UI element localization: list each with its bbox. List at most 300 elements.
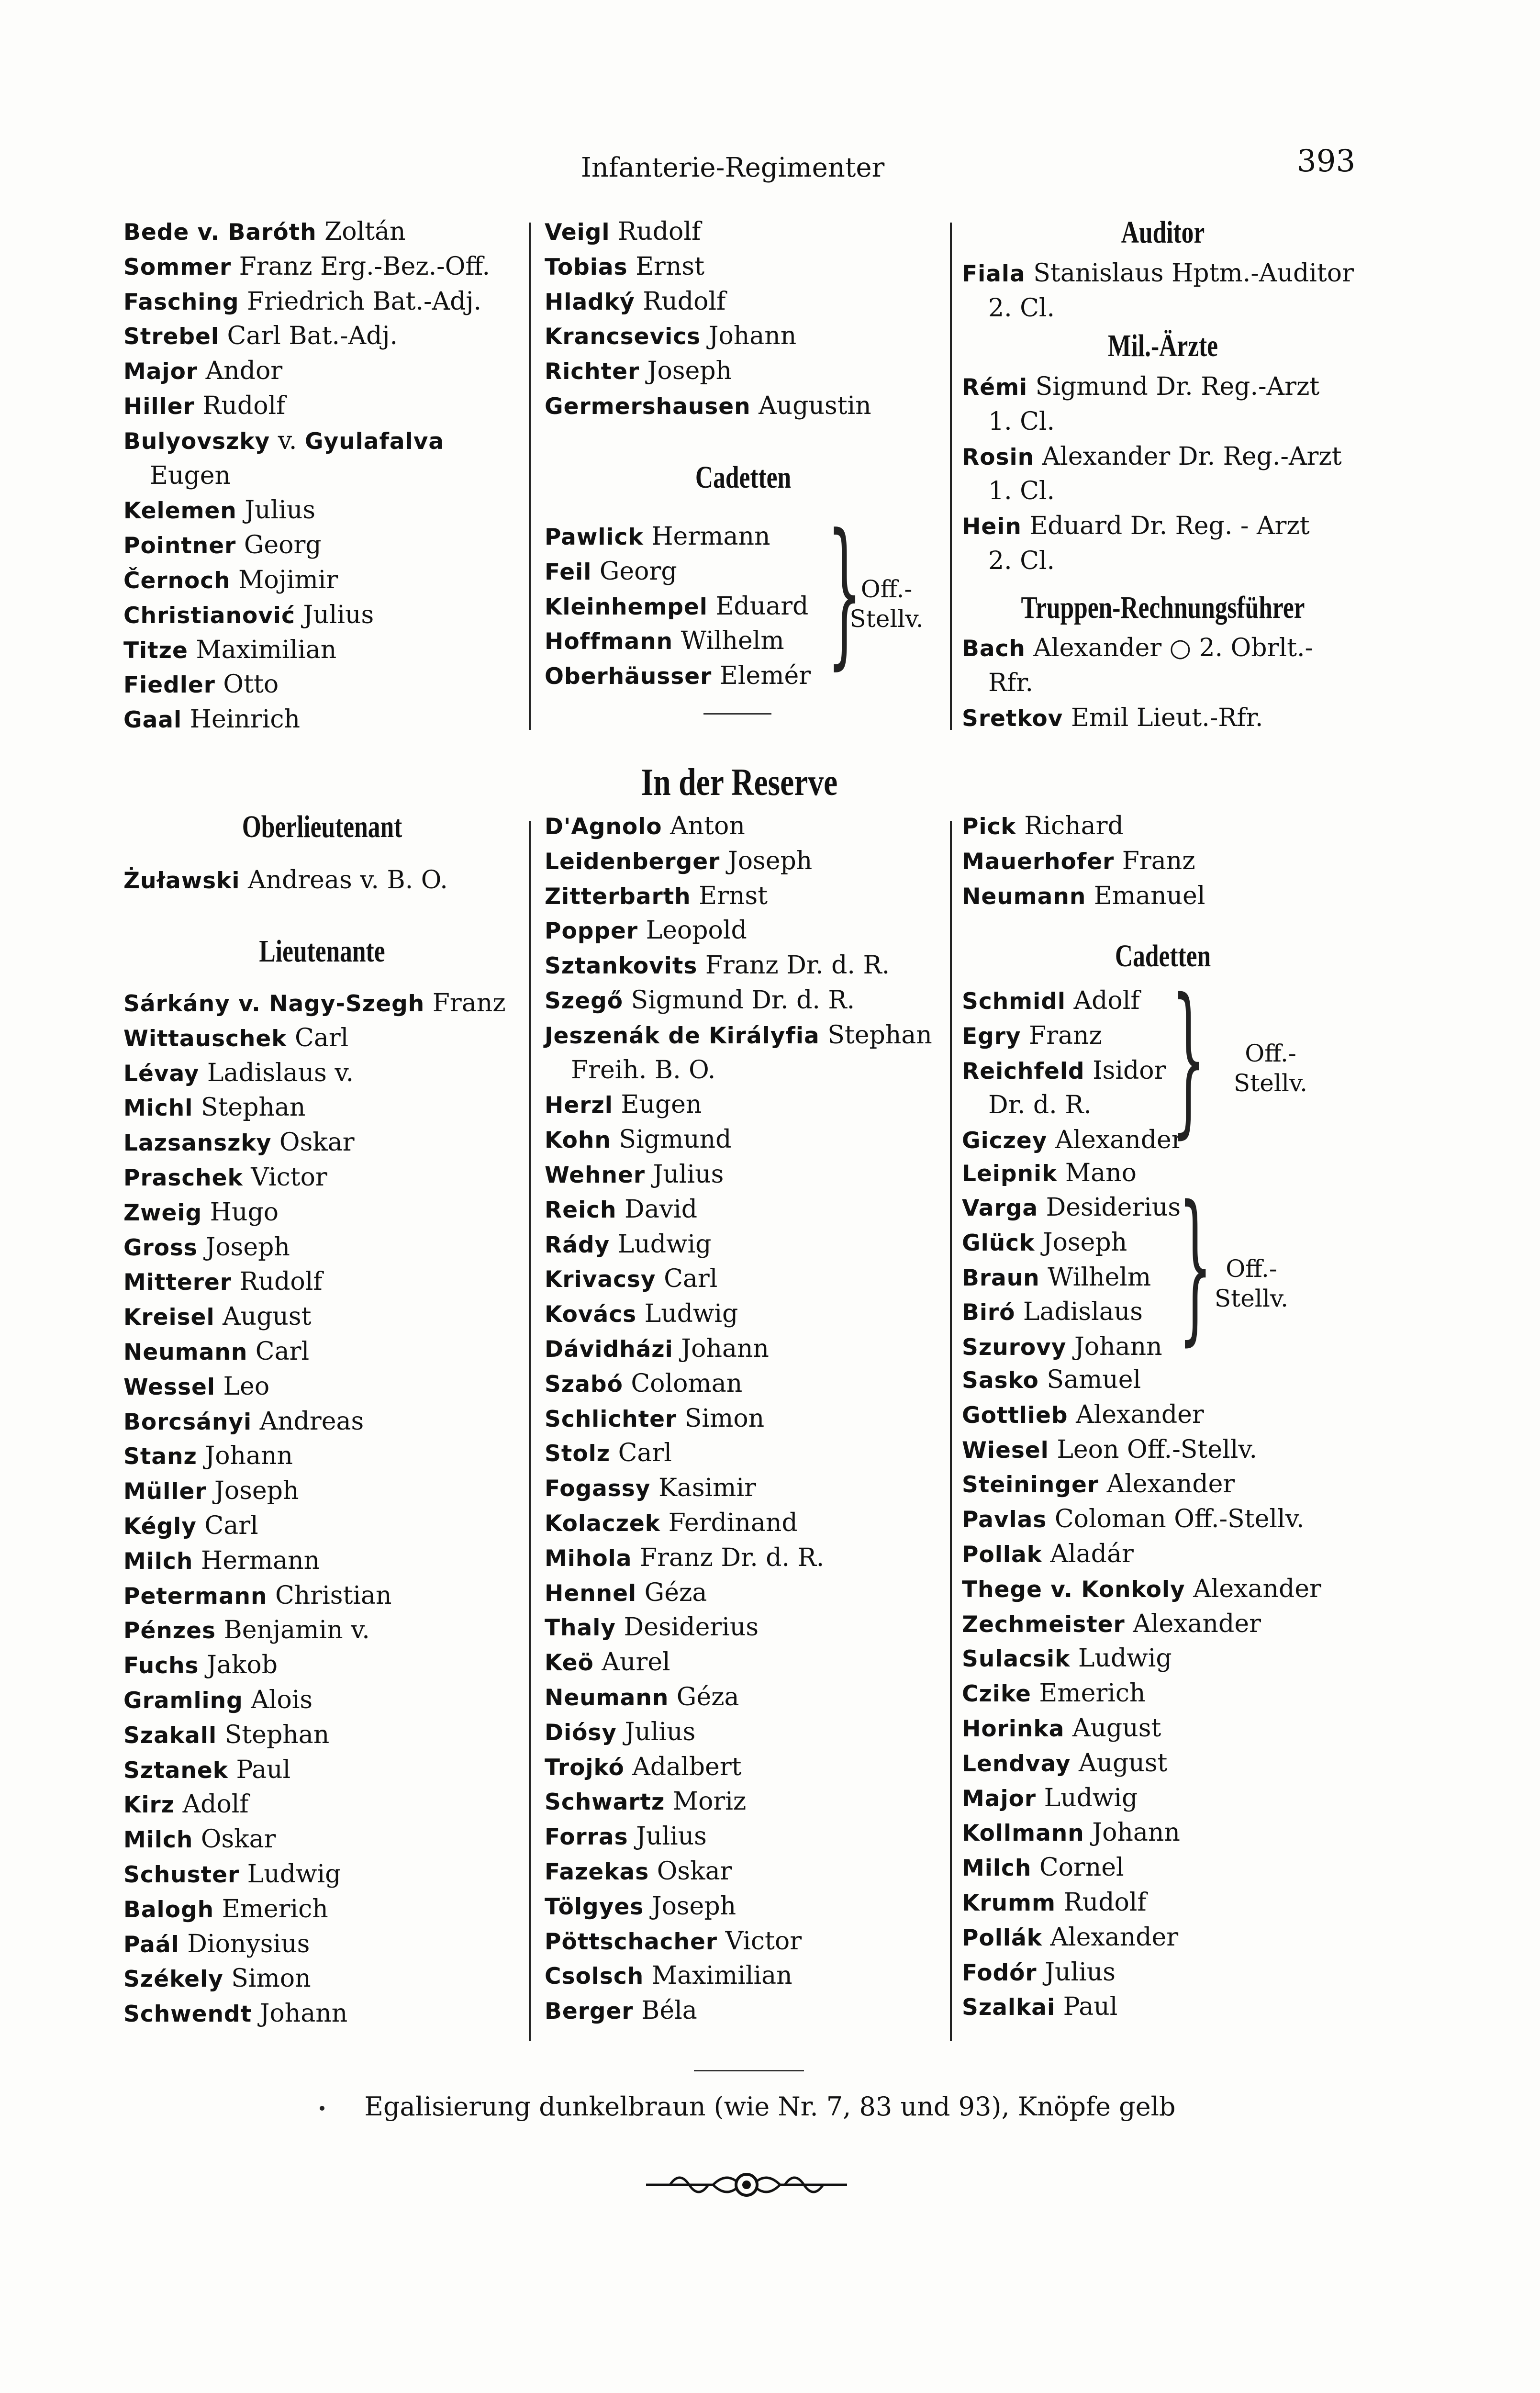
surname: Milch: [123, 1827, 193, 1854]
entry-detail: August: [1064, 1714, 1161, 1743]
entry-detail: Julius: [236, 496, 316, 525]
entry-detail: Johann: [701, 322, 797, 351]
list-item: [962, 1955, 1116, 1990]
oberlieutenant-heading: Oberlieutenant: [242, 809, 402, 844]
surname: Kleinhempel: [545, 593, 708, 620]
entry-detail: Eugen: [613, 1090, 702, 1119]
entry-detail: Hermann: [193, 1546, 320, 1575]
list-item: [545, 284, 725, 319]
surname: Pawlick: [545, 524, 644, 550]
surname: Krivacsy: [545, 1266, 656, 1293]
entry-detail: Alexander: [1068, 1400, 1204, 1429]
list-item: [123, 633, 336, 667]
surname: Sárkány v. Nagy-Szegh: [123, 991, 425, 1017]
entry-detail: Joseph: [1035, 1228, 1127, 1257]
entry-detail: Johann: [1066, 1332, 1162, 1362]
surname: Tölgyes: [545, 1893, 644, 1920]
list-item: [123, 598, 374, 632]
brace-label: [1223, 1039, 1318, 1098]
bottom-rule: [694, 2070, 804, 2071]
entry-detail: Rudolf: [1056, 1888, 1147, 1917]
list-item: [123, 1125, 355, 1160]
surname: Kégly: [123, 1513, 197, 1540]
entry-detail: Rudolf: [231, 1267, 323, 1297]
list-item: [123, 1613, 370, 1647]
surname: Gross: [123, 1234, 198, 1261]
surname: Hennel: [545, 1580, 637, 1607]
surname: Paál: [123, 1931, 179, 1958]
entry-detail: Victor: [243, 1163, 327, 1192]
surname: Krumm: [962, 1890, 1056, 1916]
list-item: [545, 1331, 769, 1366]
list-item: [123, 1996, 347, 2031]
entry-detail: Mano: [1057, 1159, 1137, 1187]
surname: Mitterer: [123, 1269, 232, 1296]
list-item: [571, 1053, 715, 1087]
list-item: [962, 631, 1313, 665]
entry-detail: Carl Bat.-Adj.: [219, 322, 398, 351]
list-item: [545, 809, 745, 843]
list-item: [123, 1961, 311, 1996]
list-item: [988, 666, 1033, 700]
list-item: [545, 879, 768, 913]
list-item: [123, 1927, 310, 1961]
surname: Krancsevics: [545, 324, 701, 350]
entry-detail: Ludwig: [636, 1299, 738, 1329]
surname: Popper: [545, 918, 638, 945]
list-item: [123, 1718, 329, 1752]
list-item: [123, 1857, 341, 1891]
entry-detail: Julius: [1037, 1957, 1116, 1987]
entry-detail: Franz Dr. d. R.: [632, 1543, 825, 1572]
surname: Egry: [962, 1023, 1021, 1050]
brace-label-line: Stellv.: [1214, 1285, 1289, 1312]
list-item: [545, 1262, 717, 1296]
list-item: [123, 424, 444, 458]
list-item: [962, 879, 1205, 913]
entry-detail: Emil Lieut.-Rfr.: [1063, 703, 1263, 732]
entry-detail: Mojimir: [230, 566, 338, 594]
list-item: [545, 624, 784, 658]
list-item: [545, 1680, 739, 1714]
entry-detail: Simon: [677, 1404, 765, 1433]
entry-detail: Julius: [645, 1160, 724, 1189]
surname: Fodór: [962, 1959, 1037, 1986]
surname: Leipnik: [962, 1161, 1058, 1187]
list-item: [962, 256, 1354, 291]
surname: Titze: [123, 637, 188, 664]
list-item: [962, 1295, 1143, 1329]
entry-detail: Emanuel: [1086, 881, 1205, 910]
surname: Trojkó: [545, 1754, 625, 1781]
entry-detail: Alexander: [1042, 1923, 1179, 1952]
list-item: [123, 667, 279, 702]
entry-detail: Emerich: [1031, 1679, 1146, 1708]
list-item: [545, 1993, 697, 2028]
surname: Pointner: [123, 533, 236, 559]
list-item: [962, 1018, 1102, 1053]
entry-detail: Hermann: [643, 522, 770, 551]
surname: Rády: [545, 1231, 610, 1258]
entry-detail: Oskar: [193, 1825, 276, 1854]
entry-detail: Julius: [628, 1822, 707, 1851]
entry-detail: Rudolf: [194, 391, 286, 420]
entry-detail: Franz: [1114, 846, 1195, 875]
list-item: [123, 1892, 328, 1926]
list-item: [123, 1230, 290, 1264]
surname: Černoch: [123, 568, 231, 594]
entry-detail: Stephan: [819, 1020, 932, 1050]
list-item: [123, 1160, 327, 1195]
entry-detail: Emerich: [214, 1894, 328, 1923]
list-item: [123, 389, 285, 423]
entry-detail: Ladislaus: [1015, 1297, 1143, 1327]
entry-detail: Adolf: [175, 1790, 249, 1819]
entry-detail: David: [616, 1195, 698, 1224]
brace-bracket: }: [827, 500, 862, 684]
entry-detail: Wilhelm: [673, 626, 784, 656]
surname: Mihola: [545, 1545, 632, 1572]
list-item: [123, 319, 398, 353]
entry-detail: Alois: [243, 1686, 313, 1714]
surname: Wehner: [545, 1162, 646, 1188]
list-item: [545, 354, 732, 388]
entry-detail: Ferdinand: [660, 1509, 798, 1537]
surname: Szurovy: [962, 1334, 1067, 1361]
surname: Neumann: [545, 1685, 669, 1711]
entry-detail: Andreas: [252, 1407, 364, 1436]
entry-detail: Georg: [236, 531, 322, 560]
list-item: [962, 1053, 1166, 1088]
cadetten-heading-2: Cadetten: [1115, 939, 1211, 973]
entry-detail: Heinrich: [182, 705, 300, 734]
list-item: [545, 1087, 702, 1122]
surname: Wessel: [123, 1374, 215, 1400]
column-divider: [529, 223, 531, 730]
list-item: [123, 702, 300, 737]
list-item: [123, 214, 406, 249]
surname: Fogassy: [545, 1476, 651, 1502]
surname: Stanz: [123, 1443, 197, 1470]
entry-detail: Joseph: [720, 846, 813, 875]
brace-label: [1204, 1254, 1299, 1313]
list-item: [962, 1432, 1257, 1467]
entry-detail: Andreas v. B. O.: [240, 866, 448, 895]
list-item: [962, 1123, 1183, 1157]
running-title: Infanterie-Regimenter: [580, 152, 885, 183]
list-item: [962, 1467, 1235, 1501]
surname: Szabó: [545, 1371, 623, 1398]
page-number: 393: [1297, 144, 1356, 179]
surname: Braun: [962, 1264, 1040, 1291]
surname: Lévay: [123, 1060, 200, 1087]
list-item: [962, 1781, 1138, 1815]
list-item: [123, 1683, 312, 1717]
entry-detail: Oskar: [271, 1128, 355, 1157]
entry-detail: Julius: [617, 1717, 696, 1746]
surname: Borcsányi: [123, 1409, 252, 1435]
list-item: [123, 1056, 354, 1090]
list-item: [988, 544, 1055, 578]
surname: Müller: [123, 1478, 207, 1505]
entry-detail: Kasimir: [650, 1474, 756, 1503]
rechnungsfuehrer-heading: Truppen-Rechnungsführer: [1021, 590, 1305, 625]
surname: Szalkai: [962, 1994, 1056, 2021]
surname: Szakall: [123, 1722, 217, 1749]
surname: Wittauschek: [123, 1025, 287, 1052]
entry-detail: Sigmund: [611, 1125, 732, 1154]
surname: D'Agnolo: [545, 814, 662, 840]
list-item: [545, 1750, 742, 1784]
surname: Gramling: [123, 1688, 243, 1714]
list-item: [962, 369, 1319, 404]
surname: Sretkov: [962, 705, 1063, 732]
list-item: [123, 1264, 323, 1299]
list-item: [545, 1645, 670, 1679]
entry-detail: Sigmund Dr. d. R.: [623, 986, 855, 1015]
surname: Keö: [545, 1650, 594, 1677]
mil-aerzte-heading: Mil.-Ärzte: [1107, 328, 1218, 363]
list-item: [123, 1021, 348, 1055]
list-item: [545, 1541, 824, 1575]
surname: Biró: [962, 1299, 1016, 1326]
entry-detail: Rudolf: [610, 217, 701, 246]
surname: Germershausen: [545, 393, 751, 420]
surname: Major: [962, 1785, 1037, 1812]
surname: Christianović: [123, 602, 295, 629]
list-item: [123, 1195, 279, 1230]
surname: Sztanek: [123, 1757, 228, 1784]
list-item: [545, 1401, 764, 1436]
entry-detail: Géza: [636, 1578, 707, 1607]
entry-detail: Isidor: [1084, 1056, 1166, 1085]
list-item: [545, 1297, 738, 1331]
entry-detail: Elemér: [712, 661, 811, 691]
list-item: [545, 1018, 932, 1052]
brace-label-line: Stellv.: [849, 605, 924, 633]
surname: Strebel: [123, 324, 220, 350]
entry-detail: Carl: [287, 1023, 349, 1052]
list-item: [545, 1471, 756, 1505]
list-item: [545, 1122, 731, 1157]
surname: Kirz: [123, 1792, 175, 1819]
surname: Pollak: [962, 1542, 1042, 1568]
entry-detail: Desiderius: [1038, 1193, 1181, 1222]
list-item: [962, 1641, 1172, 1676]
entry-detail: Stephan: [217, 1720, 330, 1749]
list-item: [545, 389, 871, 423]
surname: Herzl: [545, 1092, 613, 1119]
list-item: [545, 1715, 695, 1749]
surname: Steininger: [962, 1472, 1099, 1498]
entry-detail: Géza: [669, 1683, 739, 1711]
surname-suffix: Gyulafalva: [304, 428, 445, 455]
list-item: [123, 1090, 305, 1125]
entry-detail: Paul: [228, 1755, 291, 1784]
entry-detail: Joseph: [198, 1232, 290, 1262]
entry-detail: Sigmund Dr. Reg.-Arzt: [1027, 372, 1320, 401]
entry-detail: Ernst: [627, 252, 704, 281]
list-item: [962, 1990, 1117, 2024]
list-item: [545, 1436, 672, 1470]
entry-detail: Rudolf: [635, 287, 726, 316]
list-item: [962, 1746, 1167, 1780]
surname: Varga: [962, 1195, 1038, 1221]
surname: Major: [123, 358, 198, 385]
entry-detail: Ludwig: [1070, 1644, 1172, 1673]
surname: Szegő: [545, 988, 624, 1014]
list-item: [123, 284, 481, 319]
surname: Petermann: [123, 1583, 268, 1610]
footer-note: Egalisierung dunkelbraun (wie Nr. 7, 83 und 93), Knöpfe gelb: [364, 2091, 1176, 2122]
entry-detail: Coloman: [623, 1369, 743, 1398]
entry-detail: Ernst: [691, 881, 768, 910]
list-item: [962, 1398, 1204, 1432]
list-item: [962, 1502, 1304, 1536]
list-item: [123, 354, 282, 388]
entry-detail: Christian: [267, 1581, 392, 1610]
surname: Horinka: [962, 1716, 1065, 1742]
list-item: [150, 458, 231, 493]
surname: Zechmeister: [962, 1611, 1125, 1638]
entry-detail: Carl: [656, 1264, 718, 1294]
list-item: [545, 1227, 711, 1262]
list-item: [545, 1958, 792, 1993]
entry-detail: Stephan: [193, 1093, 306, 1122]
list-item: [962, 509, 1310, 543]
entry-detail: Victor: [717, 1926, 802, 1956]
list-item: [962, 1885, 1147, 1920]
surname: Neumann: [962, 883, 1086, 910]
list-item: [962, 1850, 1124, 1885]
list-item: [123, 1509, 258, 1543]
surname: Hoffmann: [545, 628, 673, 655]
list-item: [962, 439, 1342, 474]
surname: Pöttschacher: [545, 1928, 718, 1955]
brace-label-line: Off.-: [1245, 1040, 1296, 1067]
entry-detail: August: [1071, 1748, 1168, 1778]
surname: Jeszenák de Királyfia: [545, 1022, 820, 1049]
entry-detail: Maximilian: [644, 1961, 792, 1990]
list-item: [545, 659, 811, 693]
surname: Kreisel: [123, 1304, 215, 1331]
list-item: [123, 863, 448, 897]
surname: Kelemen: [123, 498, 237, 525]
entry-detail: Johann: [673, 1334, 769, 1363]
list-item: [545, 519, 770, 554]
list-item: [545, 1924, 802, 1958]
entry-detail: Carl: [247, 1337, 310, 1366]
entry-detail: Eduard: [707, 592, 809, 621]
list-item: [123, 1753, 290, 1787]
list-item: [545, 1819, 707, 1854]
column-divider: [950, 223, 952, 730]
entry-detail: Franz: [424, 989, 506, 1018]
surname: Bach: [962, 636, 1026, 662]
entry-detail: Ladislaus v.: [199, 1058, 354, 1087]
entry-detail: Zoltán: [316, 217, 406, 246]
surname: Fasching: [123, 289, 239, 315]
list-item: [123, 1648, 278, 1682]
entry-detail: Adalbert: [624, 1752, 742, 1781]
list-item: [123, 1369, 269, 1404]
surname: Glück: [962, 1230, 1035, 1256]
surname: Veigl: [545, 219, 610, 246]
list-item: [962, 1260, 1151, 1295]
entry-detail: Johann: [197, 1442, 293, 1471]
surname: Schuster: [123, 1862, 240, 1888]
entry-detail: Augustin: [750, 391, 871, 420]
entry-detail: Béla: [633, 1996, 697, 2025]
surname: Hladký: [545, 289, 635, 315]
entry-detail: Alexander: [1185, 1574, 1321, 1603]
surname: Michl: [123, 1095, 193, 1122]
surname: Milch: [962, 1855, 1032, 1882]
entry-detail: Ludwig: [610, 1230, 712, 1259]
surname: Thege v. Konkoly: [962, 1576, 1185, 1603]
list-item: [545, 844, 812, 878]
list-item: [962, 1330, 1162, 1364]
list-item: [962, 1190, 1181, 1225]
list-item: [123, 528, 322, 562]
list-item: [545, 214, 701, 249]
entry-detail: Alexander: [1099, 1470, 1235, 1499]
list-item: [545, 983, 855, 1018]
list-item: [545, 1610, 759, 1644]
list-item: [962, 844, 1195, 878]
surname: Tobias: [545, 254, 628, 280]
surname: Gaal: [123, 707, 182, 734]
surname: Székely: [123, 1966, 223, 1993]
surname: Hiller: [123, 393, 195, 420]
surname: Lendvay: [962, 1750, 1071, 1777]
entry-detail: Oskar: [649, 1857, 732, 1886]
brace-label: [847, 574, 926, 634]
surname: Kovács: [545, 1301, 637, 1328]
list-item: [123, 1822, 276, 1856]
surname: Rémi: [962, 374, 1028, 401]
entry-detail: Hugo: [202, 1197, 279, 1227]
list-item: [962, 1676, 1146, 1711]
surname: Diósy: [545, 1719, 617, 1746]
surname: Kolaczek: [545, 1510, 661, 1537]
surname: Oberhäusser: [545, 663, 712, 690]
list-item: [545, 1854, 732, 1889]
entry-detail: Ludwig: [1036, 1783, 1138, 1812]
brace-label-line: Off.-: [860, 575, 913, 603]
surname: Sasko: [962, 1367, 1039, 1394]
entry-detail: Alexander: [1047, 1126, 1183, 1155]
entry-detail: Alexander Dr. Reg.-Arzt: [1034, 442, 1342, 471]
list-item: [962, 701, 1263, 735]
entry-detail: Joseph: [206, 1476, 299, 1506]
surname: Gottlieb: [962, 1402, 1068, 1429]
entry-detail: Joseph: [639, 357, 732, 386]
list-item: [123, 1578, 391, 1613]
surname: Feil: [545, 559, 592, 585]
entry-detail: Carl: [196, 1511, 258, 1540]
entry-detail: Moriz: [665, 1787, 747, 1816]
entry-detail: Stanislaus Hptm.-Auditor: [1025, 259, 1354, 288]
list-item: [545, 589, 808, 624]
entry-detail: Maximilian: [188, 635, 337, 664]
list-item: [545, 1889, 736, 1923]
list-item: [123, 1404, 364, 1439]
surname: Hein: [962, 514, 1022, 540]
entry-detail: v.: [270, 426, 305, 455]
list-item: [545, 554, 677, 589]
entry-detail: Paul: [1055, 1992, 1118, 2022]
